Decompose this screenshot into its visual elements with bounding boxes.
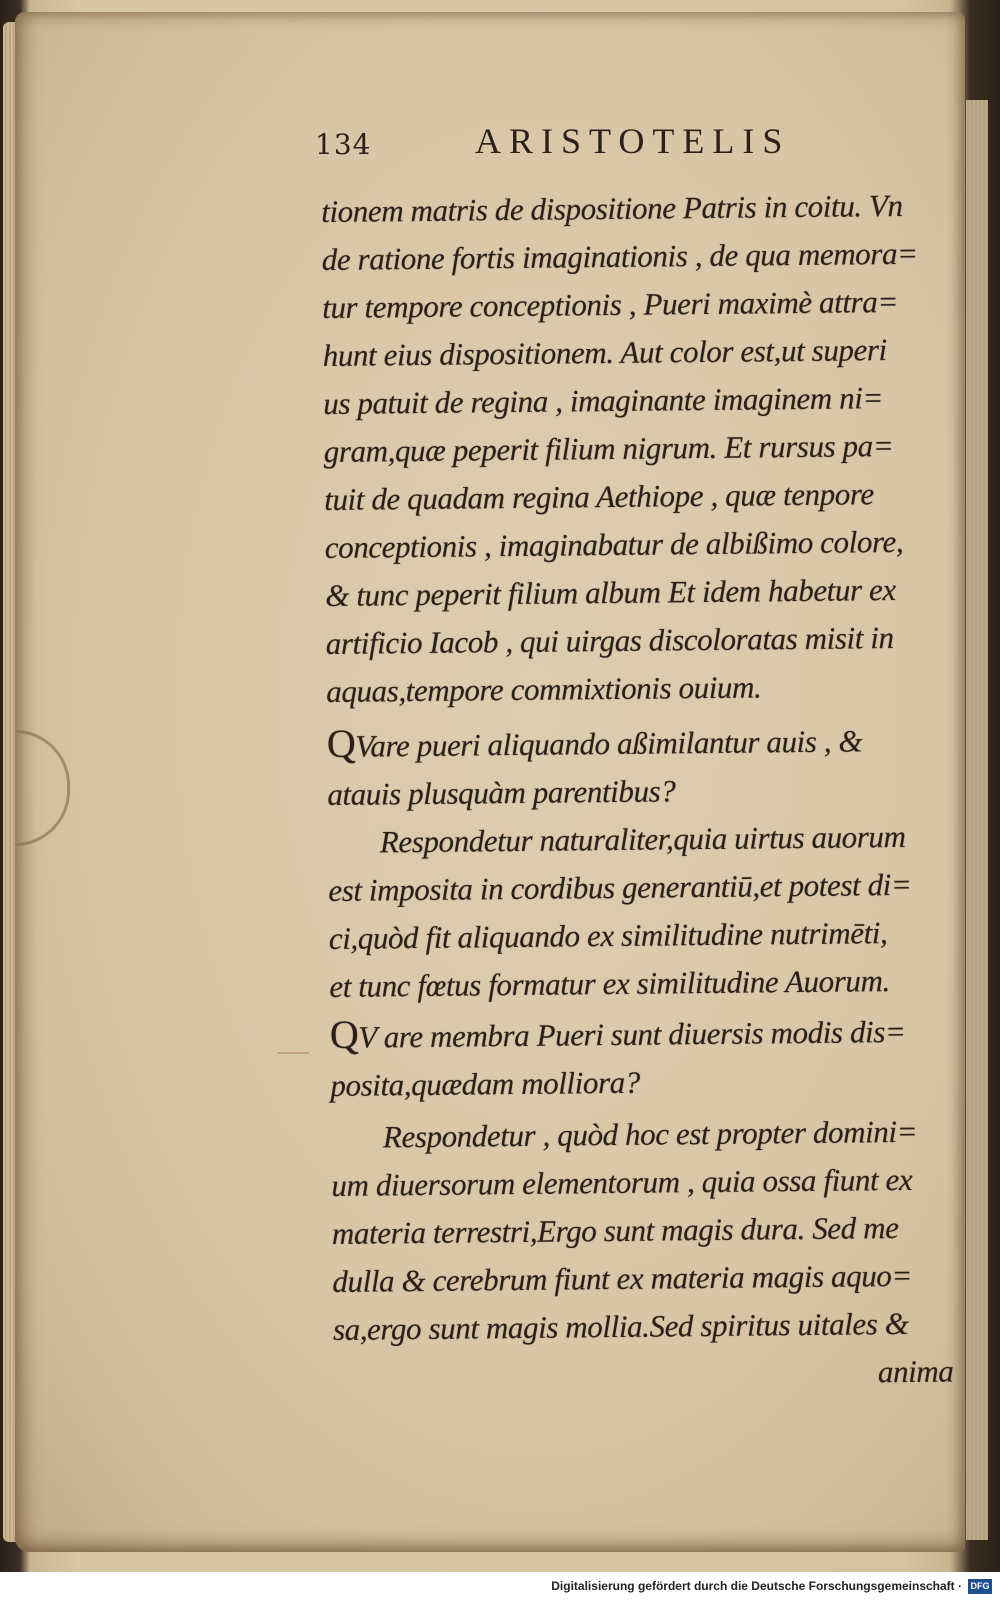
answer-2-line: dulla & cerebrum fiunt ex materia magis aquo= <box>332 1257 913 1299</box>
answer-2-line: um diuersorum elementorum , quia ossa fiunt ex <box>331 1161 913 1203</box>
body-line: tur tempore conceptionis , Pueri maximè attra= <box>322 283 899 325</box>
body-line: tuit de quadam regina Aethiope , quæ tenpore <box>324 476 874 517</box>
answer-1-line: est imposita in cordibus generantiū,et potest di= <box>328 866 912 908</box>
question-2-line <box>330 1004 956 1062</box>
answer-2-line: Respondetur , quòd hoc est propter domini= <box>382 1113 918 1155</box>
digitization-note: Digitalisierung gefördert durch die Deutsche Forschungsgemeinschaft · <box>551 1579 962 1593</box>
margin-mark <box>277 1052 309 1054</box>
question-2-initial: Q <box>329 1011 359 1057</box>
book-page <box>15 12 965 1552</box>
body-line: gram,quæ peperit filium nigrum. Et rursus pa= <box>323 428 894 469</box>
question-1-continuation: atauis plusquàm parentibus? <box>327 773 676 812</box>
body-line: artificio Iacob , qui uirgas discoloratas misit in <box>325 620 894 661</box>
body-line: hunt eius dispositionem. Aut color est,ut superi <box>322 332 887 373</box>
page-header <box>315 120 855 164</box>
catchword: anima <box>877 1353 954 1390</box>
body-line: us patuit de regina , imaginante imaginem ni= <box>323 380 884 421</box>
body-line: & tunc peperit filium album Et idem habetur ex <box>325 572 896 613</box>
body-line: aquas,tempore commixtionis ouium. <box>326 669 762 709</box>
answer-1-line: ci,quòd fit aliquando ex similitudine nutrimēti, <box>328 915 888 956</box>
answer-2-line: sa,ergo sunt magis mollia.Sed spiritus uitales & <box>332 1305 909 1347</box>
dfg-logo: DFG <box>968 1579 992 1594</box>
page-number: 134 <box>315 128 372 161</box>
binding-clasp-mark <box>15 730 70 846</box>
answer-2-line: materia terrestri,Ergo sunt magis dura. Sed me <box>331 1210 899 1251</box>
text-block <box>321 181 960 1401</box>
digitization-footer <box>0 1572 1000 1602</box>
page-edges-right <box>966 100 988 1540</box>
answer-1-line: et tunc fœtus formatur ex similitudine Auorum. <box>329 963 891 1004</box>
running-title: ARISTOTELIS <box>475 121 791 161</box>
question-1-text: Vare pueri aliquando aßimilantur auis , & <box>355 723 863 764</box>
question-2-continuation: posita,quædam molliora? <box>330 1064 641 1103</box>
body-line: tionem matris de dispositione Patris in coitu. Vn <box>321 187 903 229</box>
question-1-initial: Q <box>326 720 356 766</box>
body-line: de ratione fortis imaginationis , de qua memora= <box>321 235 918 277</box>
question-1-line <box>327 713 953 771</box>
body-line: conceptionis , imaginabatur de albißimo colore, <box>324 523 904 565</box>
answer-1-line: Respondetur naturaliter,quia uirtus auorum <box>379 818 906 860</box>
question-2-text: V are membra Pueri sunt diuersis modis dis= <box>358 1013 906 1055</box>
